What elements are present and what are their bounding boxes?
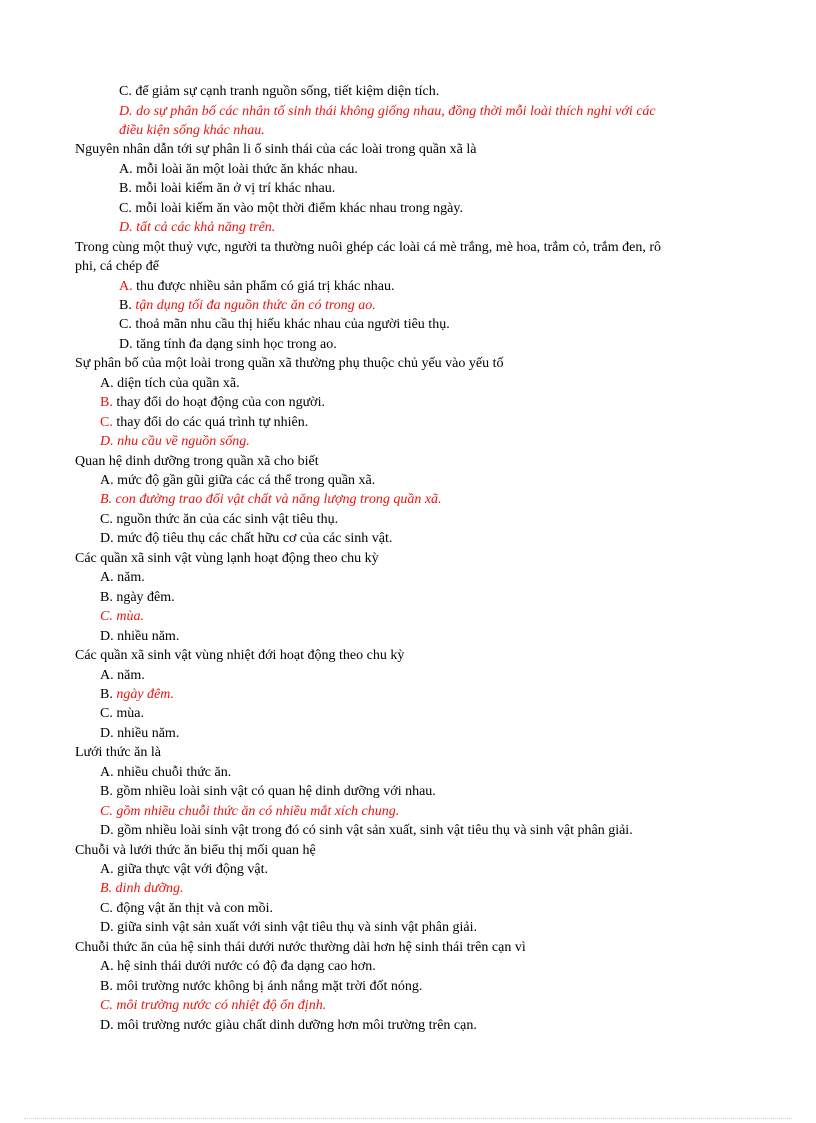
- answer-option: B. mỗi loài kiếm ăn ở vị trí khác nhau.: [119, 181, 336, 197]
- answer-option: D. gồm nhiều loài sinh vật trong đó có sinh vật sản xuất, sinh vật tiêu thụ và sinh vật phân giải.: [100, 823, 633, 839]
- question-text: Nguyên nhân dẫn tới sự phân li ổ sinh thái của các loài trong quần xã là: [75, 142, 477, 158]
- correct-answer-text: tận dụng tối đa nguồn thức ăn có trong ao.: [131, 297, 376, 313]
- question-text: Chuỗi thức ăn của hệ sinh thái dưới nước thường dài hơn hệ sinh thái trên cạn vì: [75, 939, 526, 955]
- answer-option: C. môi trường nước có nhiệt độ ổn định.: [100, 998, 327, 1014]
- answer-option: D. môi trường nước giàu chất dinh dưỡng hơn môi trường trên cạn.: [100, 1017, 477, 1033]
- answer-option: B. môi trường nước không bị ánh nắng mặt trời đốt nóng.: [100, 978, 423, 994]
- correct-answer-text: ngày đêm.: [112, 686, 174, 702]
- answer-option: C. thoả mãn nhu cầu thị hiếu khác nhau của người tiêu thụ.: [119, 317, 450, 333]
- answer-option: B. thay đổi do hoạt động của con người.: [100, 395, 325, 411]
- answer-option: D. tăng tính đa dạng sinh học trong ao.: [119, 336, 337, 352]
- answer-option: C. nguồn thức ăn của các sinh vật tiêu thụ.: [100, 511, 339, 527]
- question-text: Các quần xã sinh vật vùng nhiệt đới hoạt động theo chu kỳ: [75, 648, 405, 663]
- option-letter: C.: [100, 414, 113, 430]
- answer-option: D. nhiều năm.: [100, 628, 180, 644]
- answer-option: A. mỗi loài ăn một loài thức ăn khác nhau.: [119, 161, 358, 177]
- answer-option: B. tận dụng tối đa nguồn thức ăn có trong ao.: [119, 297, 376, 313]
- answer-option: B. ngày đêm.: [100, 589, 175, 605]
- answer-option: D. do sự phân bố các nhân tố sinh thái không giống nhau, đồng thời mỗi loài thích nghi với các: [119, 103, 656, 119]
- answer-option: C. để giảm sự cạnh tranh nguồn sống, tiết kiệm diện tích.: [119, 84, 440, 99]
- answer-option: C. thay đổi do các quá trình tự nhiên.: [100, 414, 309, 430]
- answer-option: A. hệ sinh thái dưới nước có độ đa dạng cao hơn.: [100, 959, 376, 975]
- answer-option: A. mức độ gần gũi giữa các cá thể trong quần xã.: [100, 473, 376, 488]
- question-text: Quan hệ dinh dưỡng trong quần xã cho biết: [75, 453, 319, 469]
- answer-option: A. nhiều chuỗi thức ăn.: [100, 764, 232, 780]
- question-text: Sự phân bố của một loài trong quần xã thường phụ thuộc chủ yếu vào yếu tố: [75, 356, 504, 372]
- answer-option: C. gồm nhiều chuỗi thức ăn có nhiều mắt xích chung.: [100, 803, 400, 819]
- question-text: Chuỗi và lưới thức ăn biểu thị mối quan hệ: [75, 842, 316, 858]
- answer-option: C. mùa.: [100, 706, 144, 722]
- answer-option: C. động vật ăn thịt và con mồi.: [100, 900, 274, 916]
- answer-option: D. nhu cầu về nguồn sống.: [100, 434, 250, 450]
- answer-option: A. giữa thực vật với động vật.: [100, 862, 268, 877]
- answer-option: D. tất cả các khả năng trên.: [119, 220, 276, 236]
- answer-option: B. ngày đêm.: [100, 686, 174, 702]
- answer-option: D. giữa sinh vật sản xuất với sinh vật tiêu thụ và sinh vật phân giải.: [100, 920, 477, 936]
- answer-option: D. mức độ tiêu thụ các chất hữu cơ của các sinh vật.: [100, 531, 393, 547]
- page-bottom-divider: [24, 1118, 792, 1119]
- answer-option: A. thu được nhiều sản phẩm có giá trị khác nhau.: [119, 278, 395, 294]
- answer-option: A. năm.: [100, 667, 145, 683]
- answer-option: A. diện tích của quần xã.: [100, 375, 240, 391]
- answer-option: điều kiện sống khác nhau.: [119, 122, 265, 138]
- answer-option: B. dinh dưỡng.: [100, 881, 184, 897]
- answer-option: C. mùa.: [100, 609, 144, 625]
- question-text: Các quần xã sinh vật vùng lạnh hoạt động theo chu kỳ: [75, 550, 379, 566]
- option-letter: A.: [119, 278, 133, 294]
- question-text: Lưới thức ăn là: [75, 745, 161, 761]
- option-letter: B.: [100, 395, 113, 411]
- answer-option: A. năm.: [100, 570, 145, 586]
- answer-option: B. gồm nhiều loài sinh vật có quan hệ dinh dưỡng với nhau.: [100, 784, 436, 800]
- question-text: phi, cá chép để: [75, 259, 159, 274]
- answer-option: D. nhiều năm.: [100, 725, 180, 741]
- answer-option: C. mỗi loài kiếm ăn vào một thời điểm khác nhau trong ngày.: [119, 200, 463, 216]
- question-text: Trong cùng một thuỷ vực, người ta thường nuôi ghép các loài cá mè trắng, mè hoa, trắm cỏ, trắm đen, rô: [75, 239, 662, 255]
- answer-option: B. con đường trao đổi vật chất và năng lượng trong quần xã.: [100, 492, 442, 508]
